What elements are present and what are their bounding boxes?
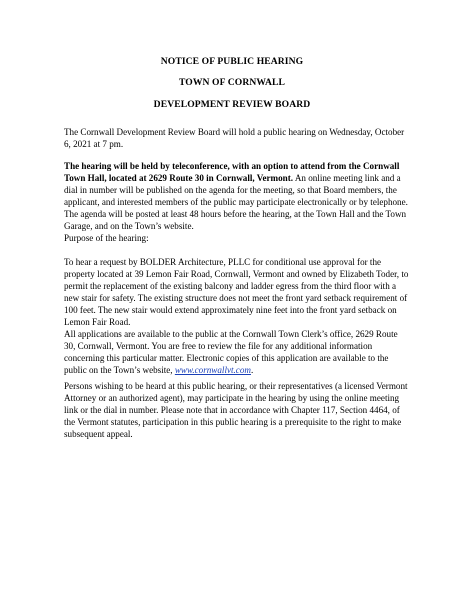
purpose-label: Purpose of the hearing:	[64, 233, 149, 243]
board-heading: DEVELOPMENT REVIEW BOARD	[153, 99, 311, 110]
purpose-paragraph: To hear a request by BOLDER Architecture, PLLC for conditional use approval for the property located at 39 Lemon Fair Road, Cornwall, Vermont and owned by Elizabeth Toder, to permit the replacement of the existing balcony and ladder egress from the third floor with a new stair for safety. The existing structure does not meet the front yard setback requirement of 100 feet. The new stair would extend approximately nine feet into the front yard setback on Lemon Fair Road.	[64, 257, 409, 327]
town-heading: TOWN OF CORNWALL	[178, 77, 286, 88]
intro-paragraph: The Cornwall Development Review Board will hold a public hearing on Wednesday, October 6, 2021 at 7 pm.	[64, 127, 405, 149]
availability-paragraph	[64, 328, 410, 376]
notice-title: NOTICE OF PUBLIC HEARING	[160, 56, 304, 67]
teleconference-text: An online meeting link and a dial in number will be published on the agenda for the meeting, so that Board members, the applicant, and interested members of the public may participate electronically or by telephone. The agenda will be posted at least 48 hours before the hearing, at the Town Hall and the Town Garage, and on the Town’s website.	[64, 173, 408, 231]
website-link[interactable]: www.cornwallvt.com	[174, 365, 251, 375]
availability-text: All applications are available to the public at the Cornwall Town Clerk’s office, 2629 Route 30, Cornwall, Vermont. You are free to review the file for any additional information concerning this particular matter. Electronic copies of this application are available to the public on the Town’s website,	[64, 329, 398, 375]
availability-end: .	[250, 365, 254, 375]
teleconference-paragraph	[64, 160, 410, 232]
participation-paragraph: Persons wishing to be heard at this public hearing, or their representatives (a licensed Vermont Attorney or an authorized agent), may participate in the hearing by using the online meeting link or the dial in number. Please note that in accordance with Chapter 117, Section 4464, of the Vermont statutes, participation in this public hearing is a prerequisite to the right to make subsequent appeal.	[64, 381, 408, 439]
teleconference-bold-text: The hearing will be held by teleconference, with an option to attend from the Cornwall Town Hall, located at 2629 Route 30 in Cornwall, Vermont.	[64, 161, 400, 183]
